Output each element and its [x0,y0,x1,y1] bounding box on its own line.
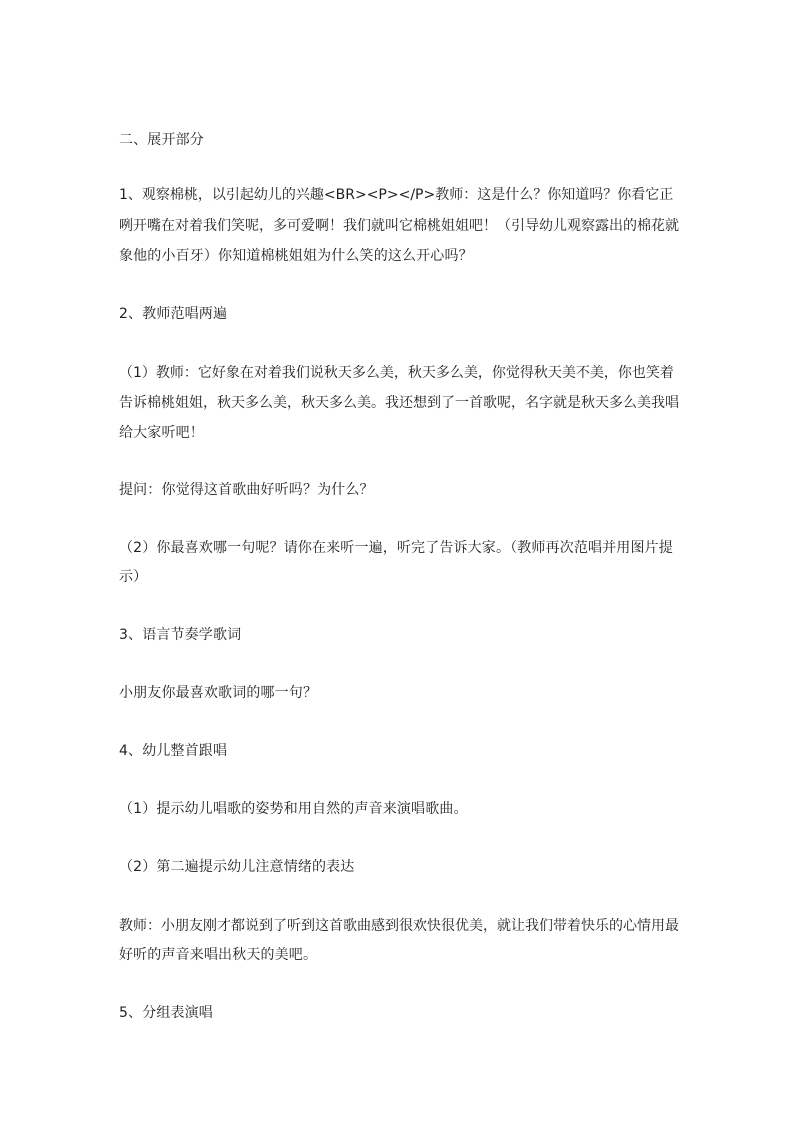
item2-sub1-line3: 给大家听吧！ [119,425,204,441]
item1-line2: 咧开嘴在对着我们笑呢，多可爱啊！我们就叫它棉桃姐姐吧！（引导幼儿观察露出的棉花就 [119,218,679,234]
item3-text: 小朋友你最喜欢歌词的哪一句？ [119,685,318,701]
item2-sub2-line1: （2）你最喜欢哪一句呢？请你在来听一遍，听完了告诉大家。（教师再次范唱并用图片提 [119,540,673,556]
item1-line3: 象他的小百牙）你知道棉桃姐姐为什么笑的这么开心吗？ [119,248,473,264]
question-line: 提问：你觉得这首歌曲好听吗？为什么？ [119,482,374,498]
item4-sub2: （2）第二遍提示幼儿注意情绪的表达 [119,859,355,875]
item4-sub1: （1）提示幼儿唱歌的姿势和用自然的声音来演唱歌曲。 [119,801,468,817]
section-heading: 二、展开部分 [119,132,204,148]
item2-sub1-line1: （1）教师：它好象在对着我们说秋天多么美，秋天多么美，你觉得秋天美不美，你也笑着 [119,365,674,381]
item1-line1: 1、观察棉桃，以引起幼儿的兴趣<BR><P></P>教师：这是什么？你知道吗？你看它正 [119,187,674,203]
item4-heading: 4、幼儿整首跟唱 [119,743,228,759]
item2-sub2-line2: 示） [119,569,148,585]
item2-heading: 2、教师范唱两遍 [119,306,228,322]
teacher-text-line2: 好听的声音来唱出秋天的美吧。 [119,947,318,963]
item5-heading: 5、分组表演唱 [119,1005,213,1021]
item2-sub1-line2: 告诉棉桃姐姐，秋天多么美，秋天多么美。我还想到了一首歌呢，名字就是秋天多么美我唱 [119,395,679,411]
item3-heading: 3、语言节奏学歌词 [119,627,242,643]
teacher-text-line1: 教师：小朋友刚才都说到了听到这首歌曲感到很欢快很优美，就让我们带着快乐的心情用最 [119,918,679,934]
